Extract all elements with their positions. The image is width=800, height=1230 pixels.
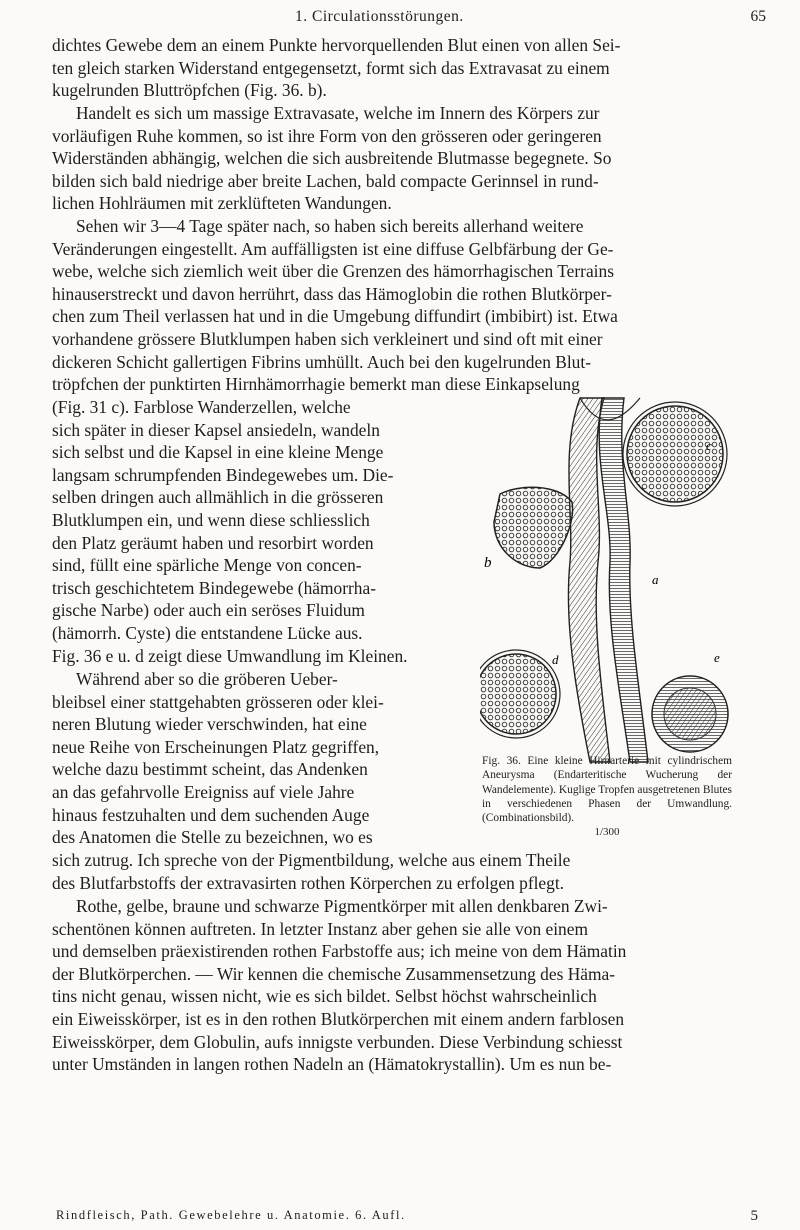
text-line: (hämorrh. Cyste) die entstandene Lücke aus. xyxy=(52,622,363,643)
text-line: Rothe, gelbe, braune und schwarze Pigmentkörper mit allen denkbaren Zwi- xyxy=(76,896,608,916)
text-line: Blutklumpen ein, und wenn diese schliesslich xyxy=(52,509,370,530)
paragraph-3-continued xyxy=(52,396,436,667)
text-line: neue Reihe von Erscheinungen Platz gegriffen, xyxy=(52,736,380,757)
text-line: welche dazu bestimmt scheint, das Andenken xyxy=(52,759,368,780)
text-line: sich selbst und die Kapsel in eine kleine Menge xyxy=(52,442,384,463)
text-line: schentönen können auftreten. In letzter Instanz aber gehen sie alle von einem xyxy=(52,918,588,939)
signature-mark: 5 xyxy=(750,1208,758,1224)
paragraph-4 xyxy=(52,668,436,849)
text-line: des Blutfarbstoffs der extravasirten rothen Körperchen zu erfolgen pflegt. xyxy=(52,872,565,893)
text-line: ten gleich starken Widerstand entgegensetzt, formt sich das Extravasat zu einem xyxy=(52,57,610,78)
text-line: Handelt es sich um massige Extravasate, welche im Innern des Körpers zur xyxy=(76,103,600,123)
text-line: lichen Hohlräumen mit zerklüfteten Wandungen. xyxy=(52,193,392,214)
text-line: hinauserstreckt und davon herrührt, dass das Hämoglobin die rothen Blutkörper- xyxy=(52,283,612,304)
footer xyxy=(56,1208,768,1223)
running-header xyxy=(0,8,800,30)
text-line: Fig. 36 e u. d zeigt diese Umwandlung im Kleinen. xyxy=(52,645,408,666)
text-line: sich später in dieser Kapsel ansiedeln, wandeln xyxy=(52,419,380,440)
text-line: ein Eiweisskörper, ist es in den rothen Blutkörperchen mit einem andern farblosen xyxy=(52,1008,625,1029)
label-d: d xyxy=(552,652,559,667)
text-line: bleibsel einer stattgehabten grösseren oder klei- xyxy=(52,691,384,712)
text-line: den Platz geräumt haben und resorbirt worden xyxy=(52,532,374,553)
page-number: 65 xyxy=(750,8,766,25)
blood-droplet-c xyxy=(623,402,727,506)
text-line: der Blutkörperchen. — Wir kennen die chemische Zusammensetzung des Häma- xyxy=(52,963,616,984)
paragraph-1 xyxy=(52,34,768,102)
text-line: unter Umständen in langen rothen Nadeln an (Hämatokrystallin). Um es nun be- xyxy=(52,1054,612,1075)
text-line: gische Narbe) oder auch ein seröses Fluidum xyxy=(52,600,365,621)
figure-36 xyxy=(480,392,730,772)
paragraph-5 xyxy=(52,895,768,1076)
text-line: vorläufigen Ruhe kommen, so ist ihre Form von den grösseren oder geringeren xyxy=(52,125,602,146)
magnification: 1/300 xyxy=(594,826,620,839)
text-line: Während aber so die gröberen Ueber- xyxy=(76,669,338,689)
text-line: an das gefahrvolle Ereigniss auf viele Jahre xyxy=(52,781,355,802)
text-line: tröpfchen der punktirten Hirnhämorrhagie bemerkt man diese Einkapselung xyxy=(52,374,580,395)
label-a: a xyxy=(652,572,659,587)
chapter-title: 1. Circulationsstörungen. xyxy=(295,8,464,25)
label-b: b xyxy=(484,555,492,571)
paragraph-3 xyxy=(52,215,768,396)
footer-citation: Rindfleisch, Path. Gewebelehre u. Anatomie. 6. Aufl. xyxy=(56,1208,406,1222)
paragraph-4-continued xyxy=(52,849,768,894)
text-line: tins nicht genau, wissen nicht, wie es sich bildet. Selbst höchst wahrscheinlich xyxy=(52,986,597,1007)
text-line: dichtes Gewebe dem an einem Punkte hervorquellenden Blut einen von allen Sei- xyxy=(52,35,621,55)
figure-36-illustration xyxy=(480,392,730,772)
text-line: selben dringen auch allmählich in die grösseren xyxy=(52,487,384,508)
text-line: dickeren Schicht gallertigen Fibrins umhüllt. Auch bei den kugelrunden Blut- xyxy=(52,351,591,372)
text-line: und demselben präexistirenden rothen Farbstoffe aus; ich meine von dem Hämatin xyxy=(52,941,627,962)
text-line: des Anatomen die Stelle zu bezeichnen, wo es xyxy=(52,827,373,848)
text-line: vorhandene grössere Blutklumpen haben sich verkleinert und sind oft mit einer xyxy=(52,328,603,349)
text-line: trisch geschichtetem Bindegewebe (hämorrha- xyxy=(52,577,377,598)
blood-droplet-d xyxy=(480,650,560,738)
figure-caption xyxy=(482,754,732,840)
text-line: sind, füllt eine spärliche Menge von concen- xyxy=(52,555,362,576)
label-e: e xyxy=(714,650,720,665)
text-line: Eiweisskörper, dem Globulin, aufs innigste verbunden. Diese Verbindung schiesst xyxy=(52,1031,623,1052)
text-line: hinaus festzuhalten und dem suchenden Auge xyxy=(52,804,370,825)
label-c: c xyxy=(706,438,712,453)
caption-text: Fig. 36. Eine kleine Hirnarterie mit cylindrischem Aneurysma (Endarteritische Wucherung der Wandelemente). Kuglige Tropfen ausgetretenen Blutes in verschiedenen Phasen der Umwandlung. (Combinationsbild). xyxy=(482,755,732,825)
text-line: chen zum Theil verlassen hat und in die Umgebung diffundirt (imbibirt) ist. Etwa xyxy=(52,306,618,327)
text-line: Veränderungen eingestellt. Am auffälligsten ist eine diffuse Gelbfärbung der Ge- xyxy=(52,238,614,259)
text-line: neren Blutung wieder verschwinden, hat eine xyxy=(52,714,367,735)
text-line: bilden sich bald niedrige aber breite Lachen, bald compacte Gerinnsel in rund- xyxy=(52,170,599,191)
blood-droplet-b xyxy=(494,487,573,568)
text-line: kugelrunden Bluttröpfchen (Fig. 36. b). xyxy=(52,80,327,101)
text-line: webe, welche sich ziemlich weit über die Grenzen des hämorrhagischen Terrains xyxy=(52,261,614,282)
text-line: Sehen wir 3—4 Tage später nach, so haben sich bereits allerhand weitere xyxy=(76,216,584,236)
text-line: langsam schrumpfenden Bindegewebes um. Die- xyxy=(52,464,394,485)
text-line: sich zutrug. Ich spreche von der Pigmentbildung, welche aus einem Theile xyxy=(52,850,571,870)
text-line: Widerständen abhängig, welchen die sich ausbreitende Blutmasse begegnete. So xyxy=(52,148,612,169)
text-line: (Fig. 31 c). Farblose Wanderzellen, welche xyxy=(52,397,351,417)
paragraph-2 xyxy=(52,102,768,215)
blood-droplet-e xyxy=(652,676,728,752)
